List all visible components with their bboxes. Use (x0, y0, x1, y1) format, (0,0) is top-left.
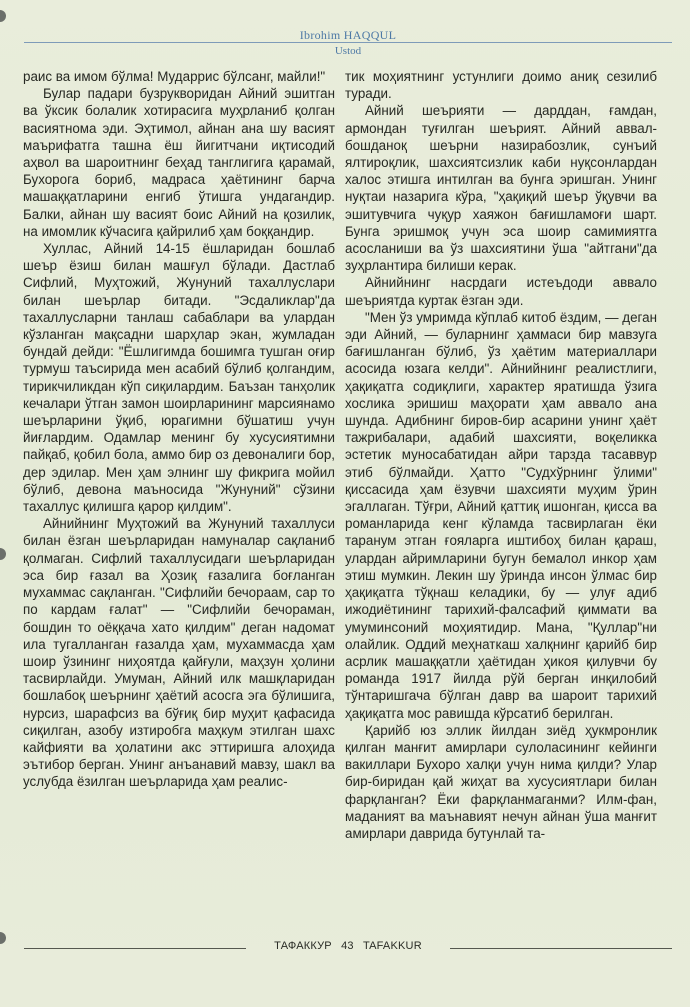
page-header (24, 28, 672, 68)
footer-word-cyrillic: ТАФАККУР (274, 940, 332, 952)
page-number: 43 (341, 940, 354, 952)
paragraph: Хуллас, Айний 14-15 ёшларидан бошлаб шеър ёзиш билан машғул бўлади. Дастлаб Сифлий, Муҳтожий, Жунуний тахаллуслари билан шеърлар битади. "Эсдаликлар"да тахаллусларни танлаш сабаблари ва улардан кўзланган мақсадни шарҳлар экан, жумладан бундай дейди: "Ёшлигимда бошимга тушган оғир турмуш таъсирида мен асабий бўлиб қолгандим, тирикчиликдан кўп сиқилардим. Баъзан танҳолик кечалари ўтган замон шоирларининг марсиянамо шеърларини ўқиб, юрагимни бўшатиш учун йиғлардим. Одамлар менинг бу хусусиятимни пайқаб, қобил бола, аммо бир оз девоналиги бор, дер эдилар. Мен ҳам элнинг шу фикрига мойил бўлиб, девона маъносида "Жунуний" сўзини тахаллус қилишга қарор қилдим". (23, 241, 335, 515)
footer-word-latin: TAFAKKUR (362, 940, 422, 952)
paragraph: "Мен ўз умримда кўплаб китоб ёздим, — деган эди Айний, — буларнинг ҳаммаси бир мавзуга бағишланган бўлиб, ўз ҳаётим материаллари асосида юзага келди". Айнийнинг реалистлиги, ҳақиқатга содиқлиги, характер яратишда ўзига хослика эришиш маҳорати ҳам аввало ана шунда. Адибнинг биров-бир асарини унинг ҳаёт тажрибалари, адабий шахсияти, воқеликка эстетик муносабатидан айри тарзда тасаввур этиб бўлмайди. Ҳатто "Судхўрнинг ўлими" қиссасида ҳам ёзувчи шахсияти муҳим ўрин эгаллаган. Тўғри, Айний қаттиқ ишонган, қисса ва романларида кенг кўламда тасвирлаган ёки таранум этган ғояларга иштибоҳ билан қараш, улардан айримларини бугун бемалол инкор ҳам этиш мумкин. Лекин шу ўринда инсон ўлмас бир ҳақиқатга тўқнаш келадики, бу — улуғ адиб ижодиётининг тарихий-фалсафий қиммати ва умуминсоний моҳиятидир. Мана, "Қуллар"ни олайлик. Оддий меҳнаткаш халқнинг қарийб бир асрлик машаққатли ҳаётидан ҳикоя қилувчи бу романда 1917 йилда рўй берган инқилобий тўнтаришгача бўлган давр ва шароит тарихий ҳақиқатга мос равишда кўрсатиб берилган. (345, 309, 657, 721)
left-column (23, 68, 335, 948)
paragraph: тик моҳиятнинг устунлиги доимо аниқ сезилиб туради. (345, 69, 657, 102)
paragraph: Айнийнинг насрдаги истеъдоди аввало шеъриятда куртак ёзган эди. (345, 275, 657, 308)
paragraph: раис ва имом бўлма! Мударрис бўлсанг, майли!" (23, 69, 326, 84)
footer-label (246, 940, 450, 952)
header-author: Ibrohim HAQQUL (299, 28, 397, 42)
footer-rule-right (450, 948, 672, 949)
footer-rule-left (24, 948, 246, 949)
page-footer (24, 940, 672, 960)
paragraph: Булар падари бузрукворидан Айний эшитган ва ўксик болалик хотирасига муҳрланиб қолган васиятнома эди. Эҳтимол, айнан ана шу васият маърифатга ташна ёш йигитчани иқтисодий аҳвол ва шароитнинг беҳад танглигига қарамай, Бухорога бориб, мадраса ҳаётининг барча машаққатларини енгиб ўтишга ундагандир. Балки, айнан шу васият боис Айний на қозилик, на имомлик кўчасига қайрилиб ҳам боққандир. (23, 86, 335, 239)
header-rule (24, 42, 672, 43)
paragraph: Қарийб юз эллик йилдан зиёд ҳукмронлик қилган манғит амирлари сулоласининг кейинги вакиллари Бухоро халқи учун нима қилди? Улар бир-биридан қай жиҳат ва хусусиятлари билан фарқланган? Ёки фарқланмаганми? Илм-фан, маданият ва маънавият нечун айнан ўша манғит амирлари даврида бутунлай та- (345, 722, 657, 841)
header-section: Ustod (334, 45, 362, 57)
paragraph: Айнийнинг Муҳтожий ва Жунуний тахаллуси билан ёзган шеърларидан намуналар сақланиб қолмаган. Сифлий тахаллусидаги шеърларидан эса бир ғазал ва Ҳозиқ ғазалига боғланган мухаммас сақланган. "Сифлийи бечораам, сар то по кардам ғалат" — "Сифлийи бечораман, бошдин то оёққача хато қилдим" деган надомат ила тугалланган ғазалда ҳам, мухаммасда ҳам шоир ўзининг ниҳоятда қайғули, маҳзун ҳолини тасвирлайди. Умуман, Айний илк машқларидан бошлабоқ шеърнинг ҳаётий асосга эга бўлишига, нурсиз, шарафсиз ва бўғиқ бир муҳит қафасида сиқилган, азобу изтиробга маҳкум этилган шахс кайфияти ва ҳолатини акс эттиришга алоҳида эътибор берган. Унинг анъанавий мавзу, шакл ва услубда ёзилган шеърларида ҳам реалис- (23, 516, 335, 790)
paragraph: Айний шеърияти — дарддан, ғамдан, армондан туғилган шеърият. Айний аввал-бошданоқ шеърни назирабозлик, сунъий ялтироқлик, шахсиятсизлик каби нуқсонлардан халос этишга интилган ва бунга эришган. Унинг нуқтаи назарига кўра, "ҳақиқий шеър ўқувчи ва эшитувчига чуқур хаяжон бағишламоғи шарт. Бунга эришмоқ учун эса шоир самимиятга асосланиши ва ўз шахсиятини ўша "айтгани"да зуҳрлантира билиши керак. (345, 103, 657, 274)
right-column (345, 68, 657, 948)
